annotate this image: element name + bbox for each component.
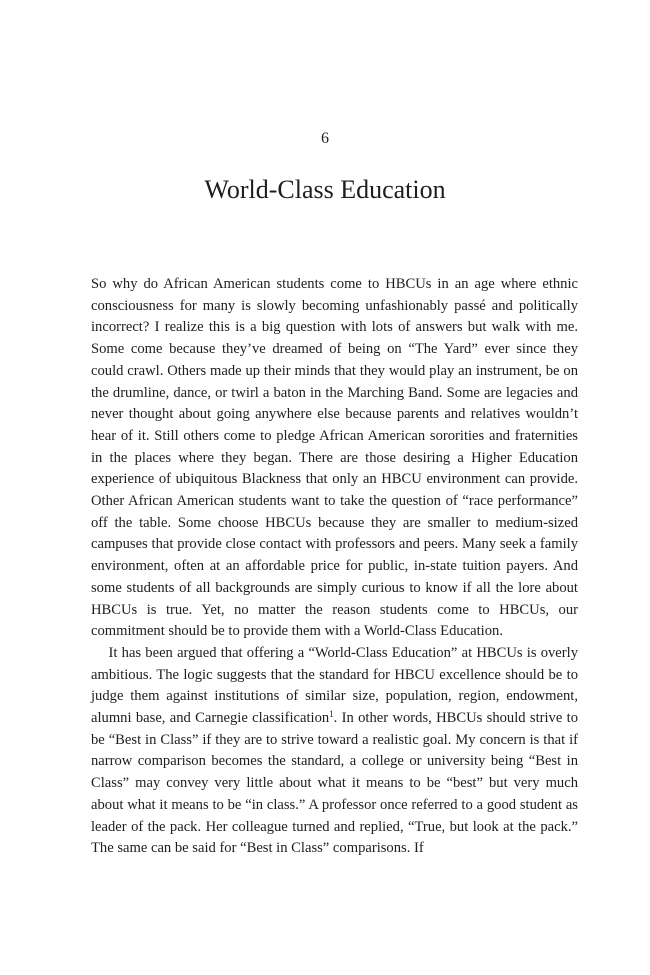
chapter-title: World-Class Education: [204, 175, 446, 204]
chapter-number: 6: [321, 130, 329, 147]
footnote-marker[interactable]: 1: [329, 709, 334, 720]
paragraph-1: So why do African American students come to HBCUs in an age where ethnic consciousness for many is slowly becoming unfashionably passé and politically incorrect? I realize this is a big question with lots of answers but walk with me. Some come because they’ve dreamed of being on “The Yard” ever since they could crawl. Others made up their minds that they would play an instrument, be on the drumline, dance, or twirl a baton in the Marching Band. Some are legacies and never thought about going anywhere else because parents and relatives wouldn’t hear of it. Still others come to pledge African American sororities and fraternities in the places where they began. There are those desiring a Higher Education experience of ubiquitous Blackness that only an HBCU environment can provide. Other African American students want to take the question of “race performance” off the table. Some choose HBCUs because they are smaller to medium-sized campuses that provide close contact with professors and peers. Many seek a family environment, often at an affordable price for public, in-state tuition payers. And some students of all backgrounds are simply curious to know if all the lore about HBCUs is true. Yet, no matter the reason students come to HBCUs, our commitment should be to provide them with a World-Class Education.: [91, 276, 578, 640]
chapter-body: [91, 274, 578, 860]
paragraph-2: [91, 643, 578, 860]
paragraph-2-text-before-note: It has been argued that offering a “World-Class Education” at HBCUs is overly ambitious. The logic suggests that the standard for HBCU excellence should be to judge them against institutions of similar size, population, region, endowment, alumni base, and Carnegie classification: [91, 644, 578, 727]
paragraph-2-text-after-note: . In other words, HBCUs should strive to be “Best in Class” if they are to strive toward a realistic goal. My concern is that if narrow comparison becomes the standard, a college or university being “Best in Class” may convey very little about what it means to be “best” but very much about what it means to be “in class.” A professor once referred to a good student as leader of the pack. Her colleague turned and replied, “True, but look at the pack.” The same can be said for “Best in Class” comparisons. If: [91, 710, 578, 857]
